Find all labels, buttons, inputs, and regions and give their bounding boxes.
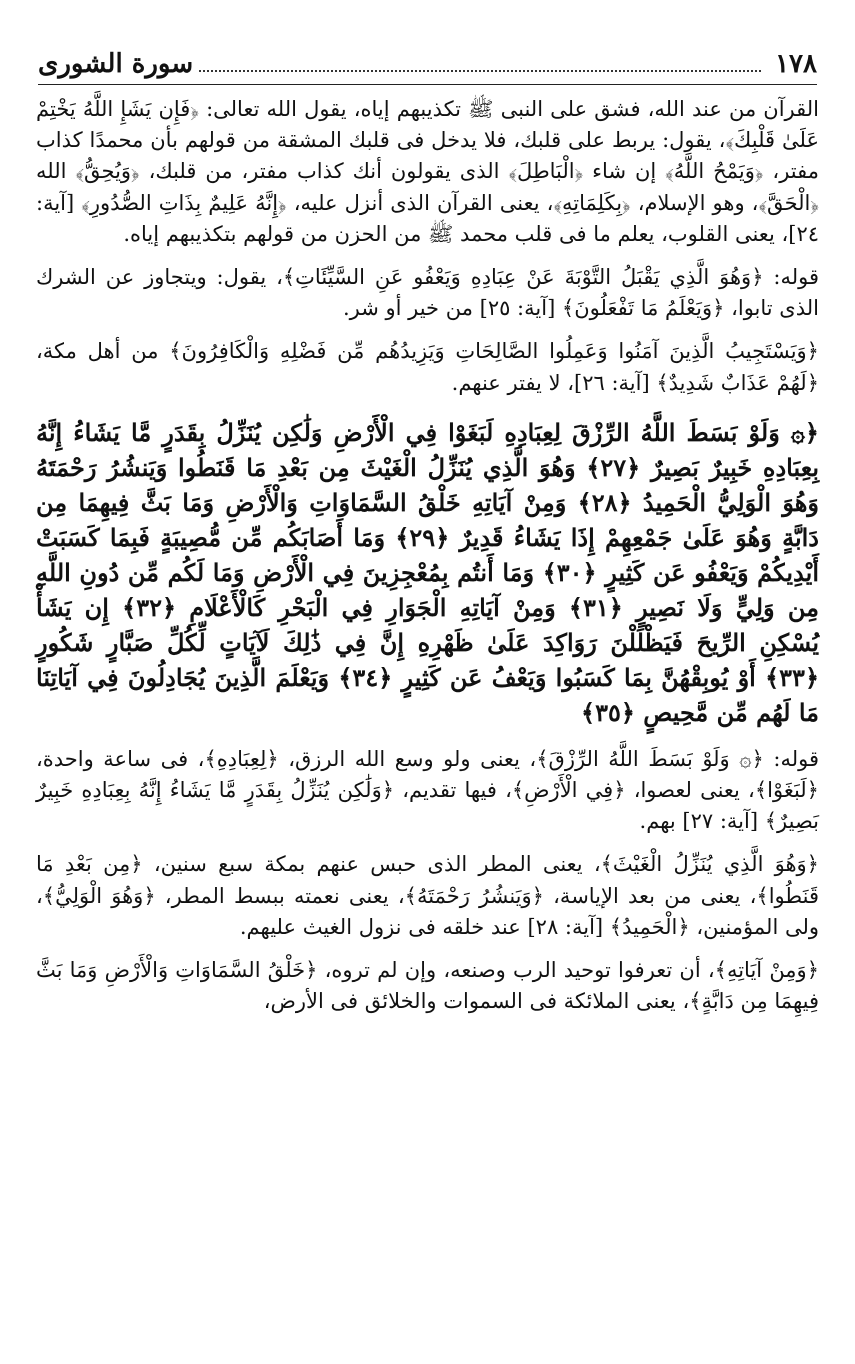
page-header <box>38 44 817 85</box>
sura-title: سورة الشورى <box>38 49 194 79</box>
quran-verses-block: ﴿۞ وَلَوْ بَسَطَ اللَّهُ الرِّزْقَ لِعِبَادِهِ لَبَغَوْا فِي الْأَرْضِ وَلَٰكِن يُنَزِّلُ بِقَدَرٍ مَّا يَشَاءُ إِنَّهُ بِعِبَادِهِ خَبِيرٌ بَصِيرٌ ﴿٢٧﴾ وَهُوَ الَّذِي يُنَزِّلُ الْغَيْثَ مِن بَعْدِ مَا قَنَطُوا وَيَنشُرُ رَحْمَتَهُ وَهُوَ الْوَلِيُّ الْحَمِيدُ ﴿٢٨﴾ وَمِنْ آيَاتِهِ خَلْقُ السَّمَاوَاتِ وَالْأَرْضِ وَمَا بَثَّ فِيهِمَا مِن دَابَّةٍ وَهُوَ عَلَىٰ جَمْعِهِمْ إِذَا يَشَاءُ قَدِيرٌ ﴿٢٩﴾ وَمَا أَصَابَكُم مِّن مُّصِيبَةٍ فَبِمَا كَسَبَتْ أَيْدِيكُمْ وَيَعْفُو عَن كَثِيرٍ ﴿٣٠﴾ وَمَا أَنتُم بِمُعْجِزِينَ فِي الْأَرْضِ وَمَا لَكُم مِّن دُونِ اللَّهِ مِن وَلِيٍّ وَلَا نَصِيرٍ ﴿٣١﴾ وَمِنْ آيَاتِهِ الْجَوَارِ فِي الْبَحْرِ كَالْأَعْلَامِ ﴿٣٢﴾ إِن يَشَأْ يُسْكِنِ الرِّيحَ فَيَظْلَلْنَ رَوَاكِدَ عَلَىٰ ظَهْرِهِ إِنَّ فِي ذَٰلِكَ لَآيَاتٍ لِّكُلِّ صَبَّارٍ شَكُورٍ ﴿٣٣﴾ أَوْ يُوبِقْهُنَّ بِمَا كَسَبُوا وَيَعْفُ عَن كَثِيرٍ ﴿٣٤﴾ وَيَعْلَمَ الَّذِينَ يُجَادِلُونَ فِي آيَاتِنَا مَا لَهُم مِّن مَّحِيصٍ ﴿٣٥﴾ <box>36 417 819 727</box>
commentary-paragraph: قوله: ﴿وَهُوَ الَّذِي يَقْبَلُ التَّوْبَةَ عَنْ عِبَادِهِ وَيَعْفُو عَنِ السَّيِّئَاتِ﴾، يقول: ويتجاوز عن الشرك الذى تابوا، ﴿وَيَعْلَمُ مَا تَفْعَلُونَ﴾ [آية: ٢٥] من خير أو شر. <box>36 265 819 321</box>
commentary-paragraph: ﴿وَهُوَ الَّذِي يُنَزِّلُ الْغَيْثَ﴾، يعنى المطر الذى حبس عنهم بمكة سبع سنين، ﴿مِن بَعْدِ مَا قَنَطُوا﴾، يعنى من بعد الإياسة، ﴿وَيَنشُرُ رَحْمَتَهُ﴾، يعنى نعمته ببسط المطر، ﴿وَهُوَ الْوَلِيُّ﴾، ولى المؤمنين، ﴿الْحَمِيدُ﴾ [آية: ٢٨] عند خلقه فى نزول الغيث عليهم. <box>36 852 819 939</box>
page-number: ١٧٨ <box>775 49 817 79</box>
header-dotted-leader <box>199 56 761 72</box>
commentary-paragraph: قوله: ﴿۞ وَلَوْ بَسَطَ اللَّهُ الرِّزْقَ﴾، يعنى ولو وسع الله الرزق، ﴿لِعِبَادِهِ﴾، فى ساعة واحدة، ﴿لَبَغَوْا﴾، يعنى لعصوا، ﴿فِي الْأَرْضِ﴾، فيها تقديم، ﴿وَلَٰكِن يُنَزِّلُ بِقَدَرٍ مَّا يَشَاءُ إِنَّهُ بِعِبَادِهِ خَبِيرٌ بَصِيرٌ﴾ [آية: ٢٧] بهم. <box>36 746 819 834</box>
commentary-paragraph: ﴿وَيَسْتَجِيبُ الَّذِينَ آمَنُوا وَعَمِلُوا الصَّالِحَاتِ وَيَزِيدُهُم مِّن فَضْلِهِ وَالْكَافِرُونَ﴾ من أهل مكة، ﴿لَهُمْ عَذَابٌ شَدِيدٌ﴾ [آية: ٢٦]، لا يفتر عنهم. <box>36 339 819 395</box>
commentary-paragraph: ﴿وَمِنْ آيَاتِهِ﴾، أن تعرفوا توحيد الرب وصنعه، وإن لم تروه، ﴿خَلْقُ السَّمَاوَاتِ وَالْأَرْضِ وَمَا بَثَّ فِيهِمَا مِن دَابَّةٍ﴾، يعنى الملائكة فى السموات والخلائق فى الأرض، <box>36 958 819 1014</box>
page-content <box>36 94 819 1029</box>
commentary-paragraph: القرآن من عند الله، فشق على النبى ﷺ تكذيبهم إياه، يقول الله تعالى: ﴿فَإِن يَشَإِ اللَّهُ يَخْتِمْ عَلَىٰ قَلْبِكَ﴾، يقول: يربط على قلبك، فلا يدخل فى قلبك المشقة من قولهم بأن محمدًا كذاب مفتر، ﴿وَيَمْحُ اللَّهُ﴾ إن شاء ﴿الْبَاطِلَ﴾ الذى يقولون أنك كذاب مفتر، من قلبك، ﴿وَيُحِقُّ﴾ الله ﴿الْحَقَّ﴾، وهو الإسلام، ﴿بِكَلِمَاتِهِ﴾، يعنى القرآن الذى أنزل عليه، ﴿إِنَّهُ عَلِيمٌ بِذَاتِ الصُّدُورِ﴾ [آية: ٢٤]، يعنى القلوب، يعلم ما فى قلب محمد ﷺ من الحزن من قولهم بتكذيبهم إياه. <box>36 97 819 246</box>
